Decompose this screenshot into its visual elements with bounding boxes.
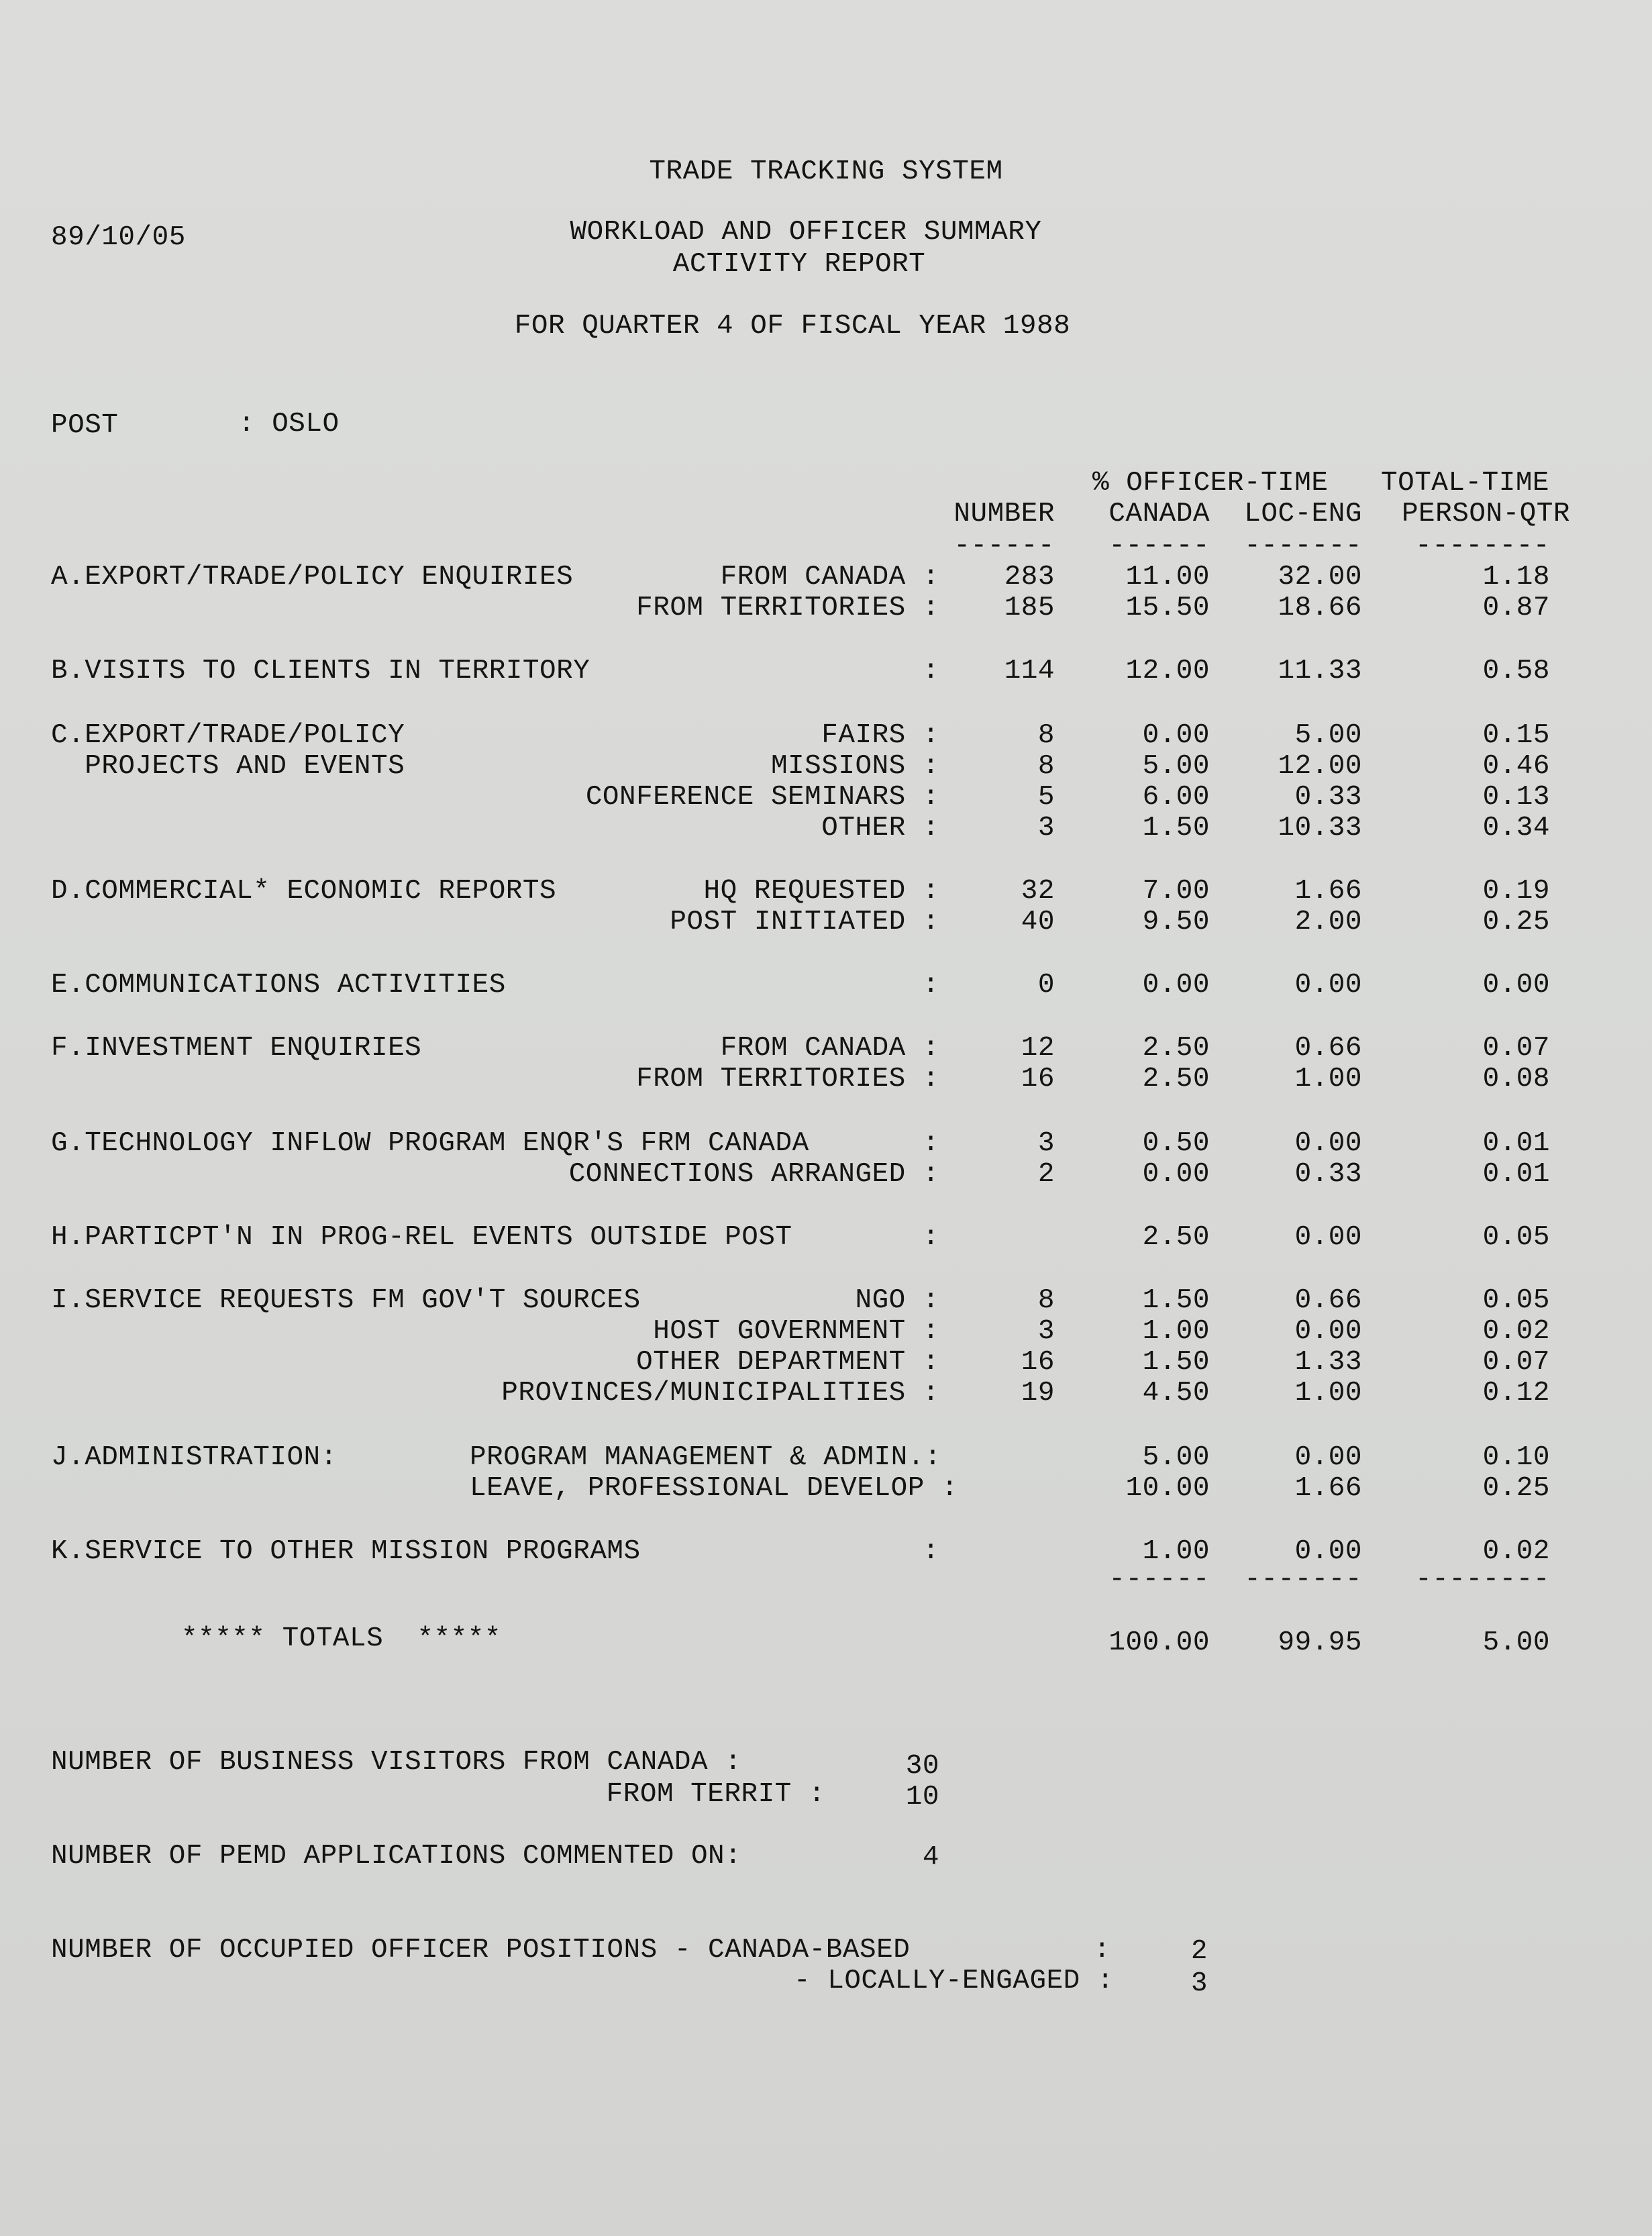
row-canada: 1.50 (1142, 1285, 1210, 1316)
row-person-qtr: 0.25 (1482, 1473, 1550, 1504)
row-canada: 1.00 (1142, 1316, 1210, 1347)
row-category-label: D.COMMERCIAL* ECONOMIC REPORTS (51, 876, 557, 907)
row-sub-label: : (922, 970, 939, 1001)
row-category-label: E.COMMUNICATIONS ACTIVITIES (51, 970, 506, 1001)
post-value: : OSLO (238, 409, 340, 440)
report-date: 89/10/05 (51, 222, 186, 253)
row-canada: 1.50 (1142, 1347, 1210, 1378)
row-number: 5 (1037, 782, 1055, 813)
row-canada: 15.50 (1125, 593, 1210, 623)
row-canada: 1.00 (1142, 1536, 1210, 1567)
row-person-qtr: 0.34 (1482, 813, 1550, 844)
row-person-qtr: 0.15 (1482, 720, 1550, 751)
row-canada: 12.00 (1125, 656, 1210, 687)
row-number: 12 (1021, 1033, 1055, 1064)
row-loc-eng: 12.00 (1278, 751, 1362, 782)
row-sub-label: LEAVE, PROFESSIONAL DEVELOP : (470, 1473, 959, 1504)
totals-rule-loc-eng: ------- (1244, 1564, 1362, 1595)
row-person-qtr: 0.02 (1482, 1316, 1550, 1347)
row-person-qtr: 0.46 (1482, 751, 1550, 782)
row-canada: 10.00 (1125, 1473, 1210, 1504)
row-sub-label: FAIRS : (821, 720, 939, 751)
row-sub-label: OTHER : (821, 813, 939, 844)
row-number: 40 (1021, 907, 1055, 937)
positions-canada-value: 2 (1190, 1936, 1208, 1967)
row-canada: 5.00 (1142, 1442, 1210, 1473)
row-person-qtr: 0.07 (1482, 1347, 1550, 1378)
column-group-officer-time: % OFFICER-TIME (1092, 468, 1329, 499)
row-number: 8 (1037, 751, 1055, 782)
row-canada: 7.00 (1142, 876, 1210, 907)
column-rule-person-qtr: -------- (1415, 531, 1550, 562)
row-canada: 2.50 (1142, 1222, 1210, 1253)
row-category-label: H.PARTICPT'N IN PROG-REL EVENTS OUTSIDE POST (51, 1222, 792, 1253)
totals-label: ***** TOTALS ***** (181, 1623, 501, 1654)
row-sub-label: PROGRAM MANAGEMENT & ADMIN.: (470, 1442, 941, 1473)
column-canada: CANADA (1108, 499, 1210, 529)
visitors-territ-label: FROM TERRIT : (606, 1779, 825, 1810)
row-sub-label: HOST GOVERNMENT : (653, 1316, 939, 1347)
row-canada: 6.00 (1142, 782, 1210, 813)
row-person-qtr: 0.10 (1482, 1442, 1550, 1473)
row-loc-eng: 0.00 (1294, 1316, 1362, 1347)
row-canada: 0.00 (1142, 970, 1210, 1001)
row-number: 3 (1037, 1316, 1055, 1347)
row-sub-label: HQ REQUESTED : (703, 876, 939, 907)
row-canada: 0.00 (1142, 720, 1210, 751)
column-rule-canada: ------ (1108, 531, 1210, 562)
row-category-label: A.EXPORT/TRADE/POLICY ENQUIRIES (51, 562, 574, 593)
visitors-territ-value: 10 (905, 1782, 939, 1813)
row-category-label: F.INVESTMENT ENQUIRIES (51, 1033, 422, 1064)
row-person-qtr: 0.05 (1482, 1285, 1550, 1316)
totals-person-qtr: 5.00 (1482, 1627, 1550, 1658)
row-loc-eng: 0.00 (1294, 1222, 1362, 1253)
row-sub-label: POST INITIATED : (670, 907, 939, 937)
row-sub-label: : (922, 656, 939, 687)
row-loc-eng: 1.00 (1294, 1378, 1362, 1409)
row-loc-eng: 0.66 (1294, 1033, 1362, 1064)
row-person-qtr: 0.07 (1482, 1033, 1550, 1064)
report-period: FOR QUARTER 4 OF FISCAL YEAR 1988 (514, 311, 1071, 342)
row-sub-label: FROM CANADA : (720, 1033, 939, 1064)
column-rule-number: ------ (953, 531, 1055, 562)
visitors-label: NUMBER OF BUSINESS VISITORS FROM CANADA : (51, 1747, 742, 1778)
row-canada: 5.00 (1142, 751, 1210, 782)
row-loc-eng: 2.00 (1294, 907, 1362, 937)
row-number: 283 (1004, 562, 1055, 593)
row-loc-eng: 1.66 (1294, 1473, 1362, 1504)
row-sub-label: FROM TERRITORIES : (636, 1064, 939, 1095)
row-category-label: I.SERVICE REQUESTS FM GOV'T SOURCES (51, 1285, 641, 1316)
row-canada: 0.00 (1142, 1159, 1210, 1190)
totals-loc-eng: 99.95 (1278, 1627, 1362, 1658)
row-canada: 0.50 (1142, 1128, 1210, 1159)
row-loc-eng: 1.66 (1294, 876, 1362, 907)
row-loc-eng: 0.00 (1294, 1128, 1362, 1159)
row-person-qtr: 0.25 (1482, 907, 1550, 937)
row-canada: 2.50 (1142, 1033, 1210, 1064)
row-person-qtr: 0.08 (1482, 1064, 1550, 1095)
row-loc-eng: 1.00 (1294, 1064, 1362, 1095)
row-category-label: K.SERVICE TO OTHER MISSION PROGRAMS (51, 1536, 641, 1567)
post-label: POST (51, 410, 119, 441)
column-loc-eng: LOC-ENG (1244, 499, 1362, 529)
row-sub-label: : (922, 1536, 939, 1567)
pemd-value: 4 (922, 1842, 939, 1873)
visitors-canada-value: 30 (905, 1751, 939, 1782)
row-sub-label: FROM CANADA : (720, 562, 939, 593)
report-title-line-2: ACTIVITY REPORT (672, 249, 926, 280)
positions-local-value: 3 (1190, 1968, 1208, 1999)
row-number: 2 (1037, 1159, 1055, 1190)
row-number: 16 (1021, 1347, 1055, 1378)
row-number: 185 (1004, 593, 1055, 623)
row-person-qtr: 0.12 (1482, 1378, 1550, 1409)
totals-rule-person-qtr: -------- (1415, 1564, 1550, 1595)
row-number: 114 (1004, 656, 1055, 687)
positions-label: NUMBER OF OCCUPIED OFFICER POSITIONS - CANADA-BASED (51, 1935, 911, 1966)
row-sub-label: OTHER DEPARTMENT : (636, 1347, 939, 1378)
row-number: 3 (1037, 1128, 1055, 1159)
pemd-label: NUMBER OF PEMD APPLICATIONS COMMENTED ON: (51, 1841, 742, 1872)
row-number: 32 (1021, 876, 1055, 907)
row-loc-eng: 18.66 (1278, 593, 1362, 623)
row-sub-label: PROVINCES/MUNICIPALITIES : (501, 1378, 939, 1409)
row-canada: 9.50 (1142, 907, 1210, 937)
row-loc-eng: 1.33 (1294, 1347, 1362, 1378)
row-number: 8 (1037, 1285, 1055, 1316)
row-sub-label: MISSIONS : (770, 751, 939, 782)
row-person-qtr: 1.18 (1482, 562, 1550, 593)
row-category-label: B.VISITS TO CLIENTS IN TERRITORY (51, 656, 590, 687)
row-number: 8 (1037, 720, 1055, 751)
row-person-qtr: 0.01 (1482, 1159, 1550, 1190)
positions-local-label: - LOCALLY-ENGAGED : (794, 1966, 1114, 1996)
column-group-total-time: TOTAL-TIME (1381, 468, 1550, 499)
row-sub-label: FROM TERRITORIES : (636, 593, 939, 623)
row-sub-label: CONNECTIONS ARRANGED : (568, 1159, 939, 1190)
positions-colon: : (1094, 1935, 1111, 1966)
totals-rule-canada: ------ (1108, 1564, 1210, 1595)
row-number: 3 (1037, 813, 1055, 844)
row-loc-eng: 11.33 (1278, 656, 1362, 687)
row-number: 16 (1021, 1064, 1055, 1095)
row-loc-eng: 0.33 (1294, 782, 1362, 813)
column-rule-loc-eng: ------- (1244, 531, 1362, 562)
row-sub-label: NGO : (855, 1285, 939, 1316)
row-sub-label: CONFERENCE SEMINARS : (585, 782, 939, 813)
row-loc-eng: 0.00 (1294, 1442, 1362, 1473)
row-person-qtr: 0.58 (1482, 656, 1550, 687)
row-canada: 4.50 (1142, 1378, 1210, 1409)
row-loc-eng: 5.00 (1294, 720, 1362, 751)
row-sub-label: : (922, 1128, 939, 1159)
row-number: 0 (1037, 970, 1055, 1001)
row-person-qtr: 0.87 (1482, 593, 1550, 623)
totals-canada: 100.00 (1108, 1627, 1210, 1658)
column-number: NUMBER (953, 499, 1055, 529)
row-loc-eng: 0.33 (1294, 1159, 1362, 1190)
row-canada: 2.50 (1142, 1064, 1210, 1095)
row-loc-eng: 0.66 (1294, 1285, 1362, 1316)
row-loc-eng: 0.00 (1294, 970, 1362, 1001)
row-canada: 11.00 (1125, 562, 1210, 593)
row-loc-eng: 32.00 (1278, 562, 1362, 593)
column-person-qtr: PERSON-QTR (1401, 499, 1570, 529)
row-person-qtr: 0.13 (1482, 782, 1550, 813)
row-category-label: C.EXPORT/TRADE/POLICY (51, 720, 405, 751)
row-person-qtr: 0.05 (1482, 1222, 1550, 1253)
row-category-label: PROJECTS AND EVENTS (51, 751, 405, 782)
row-person-qtr: 0.00 (1482, 970, 1550, 1001)
row-sub-label: : (922, 1222, 939, 1253)
row-number: 19 (1021, 1378, 1055, 1409)
row-canada: 1.50 (1142, 813, 1210, 844)
row-loc-eng: 0.00 (1294, 1536, 1362, 1567)
row-category-label: J.ADMINISTRATION: (51, 1442, 338, 1473)
row-person-qtr: 0.19 (1482, 876, 1550, 907)
row-person-qtr: 0.02 (1482, 1536, 1550, 1567)
row-loc-eng: 10.33 (1278, 813, 1362, 844)
row-category-label: G.TECHNOLOGY INFLOW PROGRAM ENQR'S FRM CANADA (51, 1128, 809, 1159)
row-person-qtr: 0.01 (1482, 1128, 1550, 1159)
report-title-line-1: WORKLOAD AND OFFICER SUMMARY (570, 217, 1042, 248)
system-title: TRADE TRACKING SYSTEM (649, 156, 1003, 187)
